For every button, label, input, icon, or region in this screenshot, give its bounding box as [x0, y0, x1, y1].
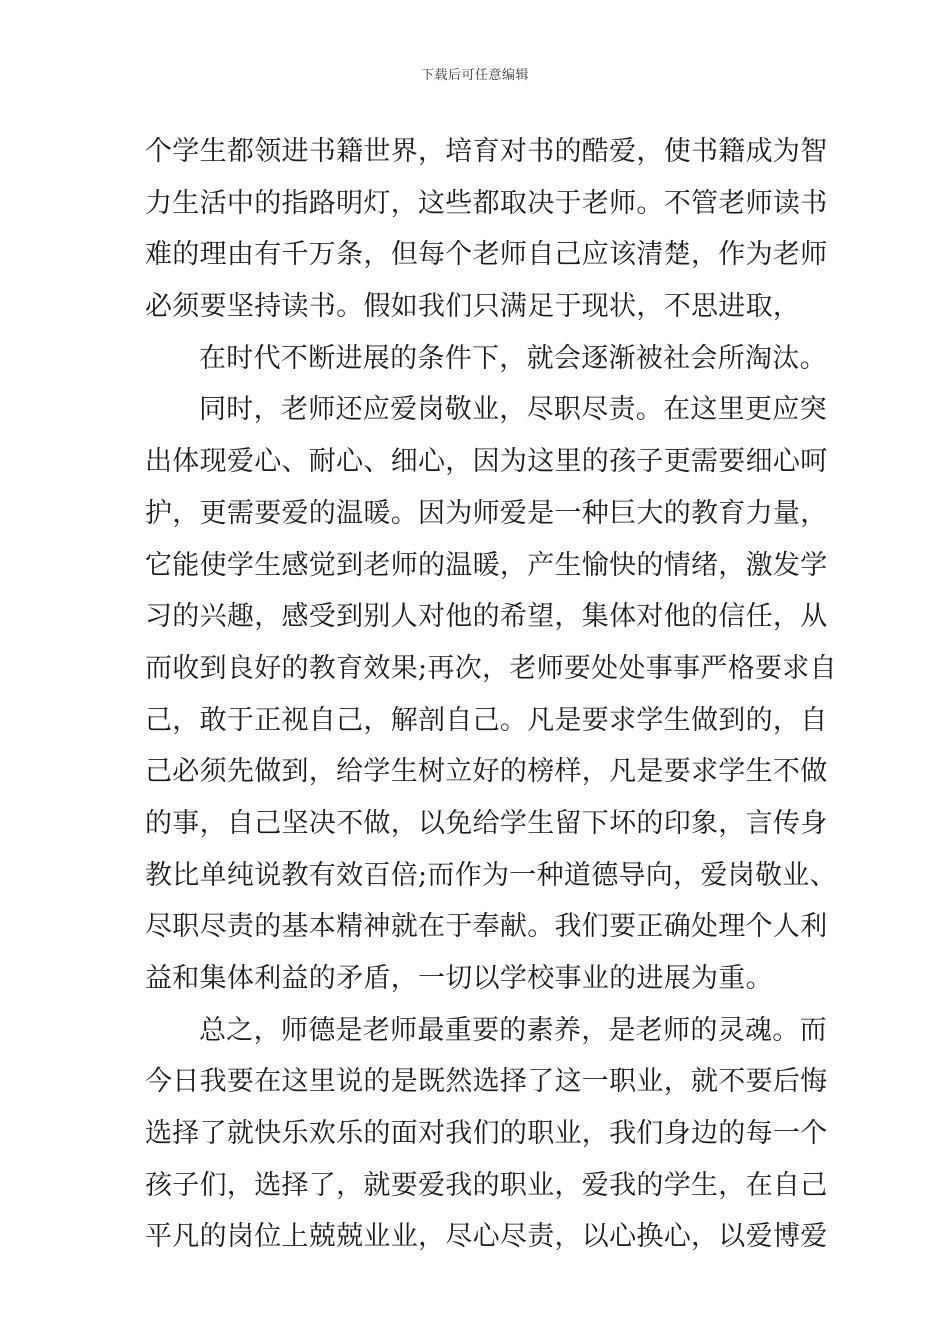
text-line: 己，敢于正视自己，解剖自己。凡是要求学生做到的，自: [145, 704, 828, 736]
text-line: 出体现爱心、耐心、细心，因为这里的孩子更需要细心呵: [145, 446, 828, 478]
text-line: 难的理由有千万条，但每个老师自己应该清楚，作为老师: [145, 239, 828, 271]
text-line: 护，更需要爱的温暖。因为师爱是一种巨大的教育力量，: [145, 497, 828, 529]
text-line: 益和集体利益的矛盾，一切以学校事业的进展为重。: [145, 963, 773, 994]
text-line: 选择了就快乐欢乐的面对我们的职业，我们身边的每一个: [145, 1118, 828, 1150]
text-line: 它能使学生感觉到老师的温暖，产生愉快的情绪，激发学: [145, 549, 828, 581]
text-line: 平凡的岗位上兢兢业业，尽心尽责，以心换心，以爱博爱: [145, 1221, 828, 1253]
text-line: 而收到良好的教育效果;再次，老师要处处事事严格要求自: [145, 652, 837, 684]
text-line: 同时，老师还应爱岗敬业，尽职尽责。在这里更应突: [199, 394, 827, 426]
text-line: 孩子们，选择了，就要爱我的职业，爱我的学生，在自己: [145, 1169, 828, 1201]
page-header: 下载后可任意编辑: [420, 68, 529, 83]
text-line: 总之，师德是老师最重要的素养，是老师的灵魂。而: [199, 1014, 827, 1046]
text-line: 教比单纯说教有效百倍;而作为一种道德导向，爱岗敬业、: [145, 859, 837, 891]
text-line: 今日我要在这里说的是既然选择了这一职业，就不要后悔: [145, 1066, 828, 1098]
text-line: 个学生都领进书籍世界，培育对书的酷爱，使书籍成为智: [145, 136, 828, 167]
text-line: 习的兴趣，感受到别人对他的希望，集体对他的信任，从: [145, 601, 828, 633]
text-line: 力生活中的指路明灯，这些都取决于老师。不管老师读书: [145, 187, 828, 219]
text-line: 必须要坚持读书。假如我们只满足于现状，不思进取，: [145, 291, 801, 323]
document-body: [145, 126, 837, 1263]
text-line: 在时代不断进展的条件下，就会逐渐被社会所淘汰。: [199, 342, 827, 374]
text-line: 己必须先做到，给学生树立好的榜样，凡是要求学生不做: [145, 756, 828, 788]
text-line: 尽职尽责的基本精神就在于奉献。我们要正确处理个人利: [145, 911, 828, 943]
text-line: 的事，自己坚决不做，以免给学生留下坏的印象，言传身: [145, 807, 828, 839]
